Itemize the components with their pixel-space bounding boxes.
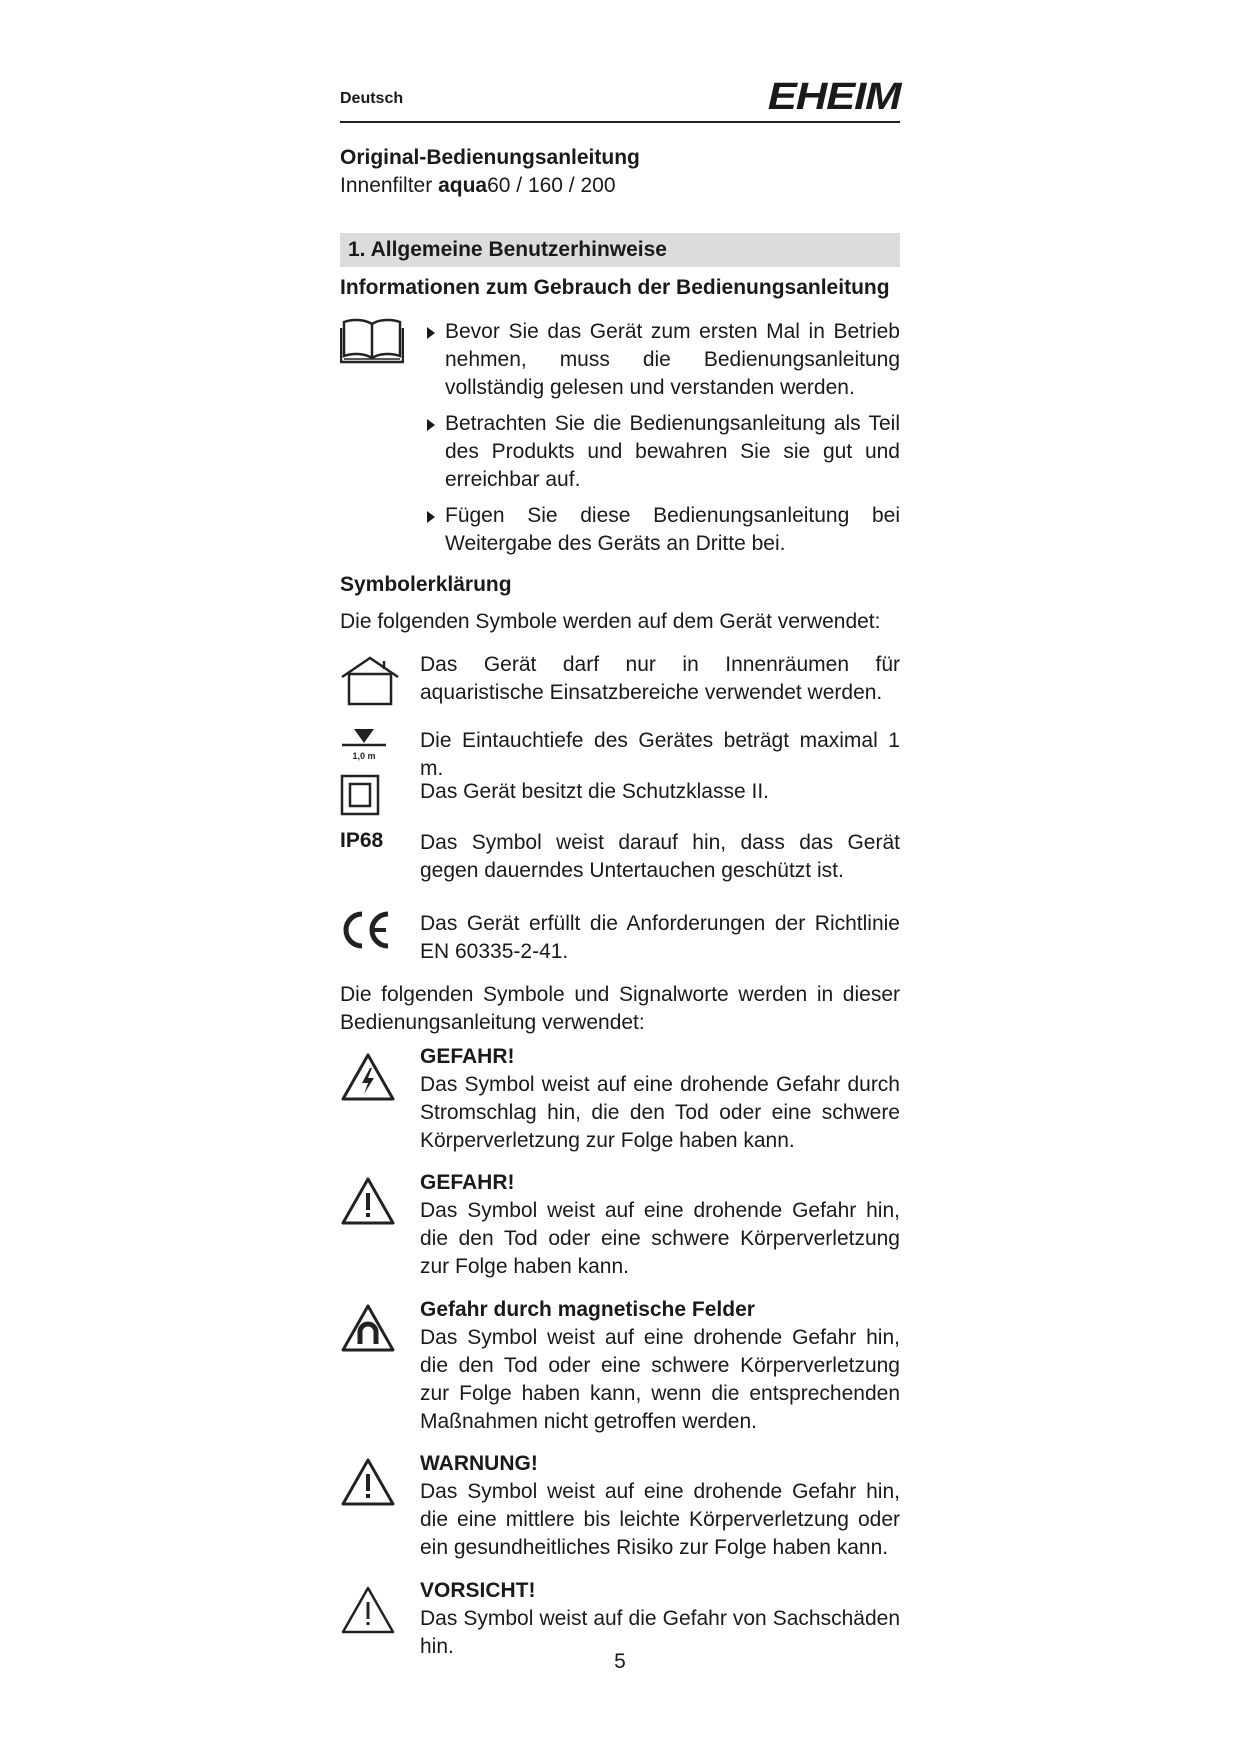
usage-heading: Informationen zum Gebrauch der Bedienungsanleitung bbox=[340, 276, 890, 299]
signal-text: Das Symbol weist auf eine drohende Gefahr hin, die eine mittlere bis leichte Körperverletzung oder ein gesundheitliches Risiko zur Folge haben kann. bbox=[420, 1480, 900, 1559]
warning-icon bbox=[340, 1176, 396, 1226]
page-header bbox=[340, 76, 900, 123]
signal-text: Das Symbol weist auf eine drohende Gefahr hin, die den Tod oder eine schwere Körperverletzung zur Folge haben kann. bbox=[420, 1199, 900, 1278]
depth-icon-label: 1,0 m bbox=[352, 751, 376, 761]
signal-title: Gefahr durch magnetische Felder bbox=[420, 1298, 755, 1321]
bullet-arrow-icon bbox=[427, 419, 435, 431]
symbols-heading: Symbolerklärung bbox=[340, 573, 512, 596]
signals-intro: Die folgenden Symbole und Signalworte werden in dieser Bedienungsanleitung verwendet: bbox=[340, 983, 900, 1034]
symbol-text-ce: Das Gerät erfüllt die Anforderungen der Richtlinie EN 60335-2-41. bbox=[420, 912, 900, 963]
signal-caution bbox=[420, 1577, 900, 1661]
warning-icon bbox=[340, 1457, 396, 1507]
ce-icon bbox=[340, 908, 392, 952]
list-item bbox=[425, 318, 900, 402]
page-number: 5 bbox=[614, 1650, 626, 1673]
symbol-text-indoor: Das Gerät darf nur in Innenräumen für aquaristische Einsatzbereiche verwendet werden. bbox=[420, 653, 900, 704]
ip68-label: IP68 bbox=[340, 829, 384, 852]
symbols-intro: Die folgenden Symbole werden auf dem Gerät verwendet: bbox=[340, 610, 881, 633]
bullet-text: Betrachten Sie die Bedienungsanleitung als Teil des Produkts und bewahren Sie sie gut und erreichbar auf. bbox=[445, 412, 900, 491]
signal-title: GEFAHR! bbox=[420, 1045, 515, 1068]
section-heading: 1. Allgemeine Benutzerhinweise bbox=[348, 238, 667, 261]
bullet-text: Fügen Sie diese Bedienungsanleitung bei Weitergabe des Geräts an Dritte bei. bbox=[445, 504, 900, 555]
document-title: Original-Bedienungsanleitung bbox=[340, 146, 640, 169]
magnet-hazard-icon bbox=[340, 1303, 396, 1353]
list-item bbox=[425, 502, 900, 558]
bullet-arrow-icon bbox=[427, 511, 435, 523]
protection-class-icon bbox=[340, 774, 380, 816]
language-label: Deutsch bbox=[340, 90, 404, 107]
signal-danger-general bbox=[420, 1169, 900, 1281]
signal-title: VORSICHT! bbox=[420, 1579, 536, 1602]
manual-page bbox=[340, 0, 900, 1754]
symbol-text-ip68: Das Symbol weist darauf hin, dass das Gerät gegen dauerndes Untertauchen geschützt ist. bbox=[420, 831, 900, 882]
usage-bullet-list bbox=[425, 318, 900, 566]
signal-title: WARNUNG! bbox=[420, 1452, 538, 1475]
signal-text: Das Symbol weist auf eine drohende Gefahr hin, die den Tod oder eine schwere Körperverletzung zur Folge haben kann, wenn die entsprechenden Maßnahmen nicht getroffen werden. bbox=[420, 1326, 900, 1433]
bullet-text: Bevor Sie das Gerät zum ersten Mal in Betrieb nehmen, muss die Bedienungsanleitung vollständig gelesen und verstanden werden. bbox=[445, 320, 900, 399]
signal-warning bbox=[420, 1450, 900, 1562]
symbol-text-depth: Die Eintauchtiefe des Gerätes beträgt maximal 1 m. bbox=[420, 729, 900, 780]
signal-danger-electric bbox=[420, 1043, 900, 1155]
depth-icon bbox=[340, 727, 388, 763]
bullet-arrow-icon bbox=[427, 327, 435, 339]
list-item bbox=[425, 410, 900, 494]
section-heading-bar bbox=[340, 233, 900, 267]
signal-title: GEFAHR! bbox=[420, 1171, 515, 1194]
symbol-text-protection-class: Das Gerät besitzt die Schutzklasse II. bbox=[420, 780, 769, 803]
house-icon bbox=[340, 655, 400, 707]
subtitle-suffix: 60 / 160 / 200 bbox=[487, 174, 616, 197]
signal-text: Das Symbol weist auf die Gefahr von Sachschäden hin. bbox=[420, 1607, 900, 1658]
electric-hazard-icon bbox=[340, 1052, 396, 1102]
signal-text: Das Symbol weist auf eine drohende Gefahr durch Stromschlag hin, die den Tod oder eine schwere Körperverletzung zur Folge haben kann. bbox=[420, 1073, 900, 1152]
subtitle-prefix: Innenfilter bbox=[340, 174, 439, 197]
book-icon bbox=[340, 316, 404, 366]
subtitle-bold: aqua bbox=[438, 174, 488, 197]
caution-icon bbox=[340, 1585, 396, 1635]
document-subtitle bbox=[340, 174, 616, 198]
eheim-logo: EHEIM bbox=[767, 76, 900, 118]
signal-danger-magnetic bbox=[420, 1296, 900, 1436]
